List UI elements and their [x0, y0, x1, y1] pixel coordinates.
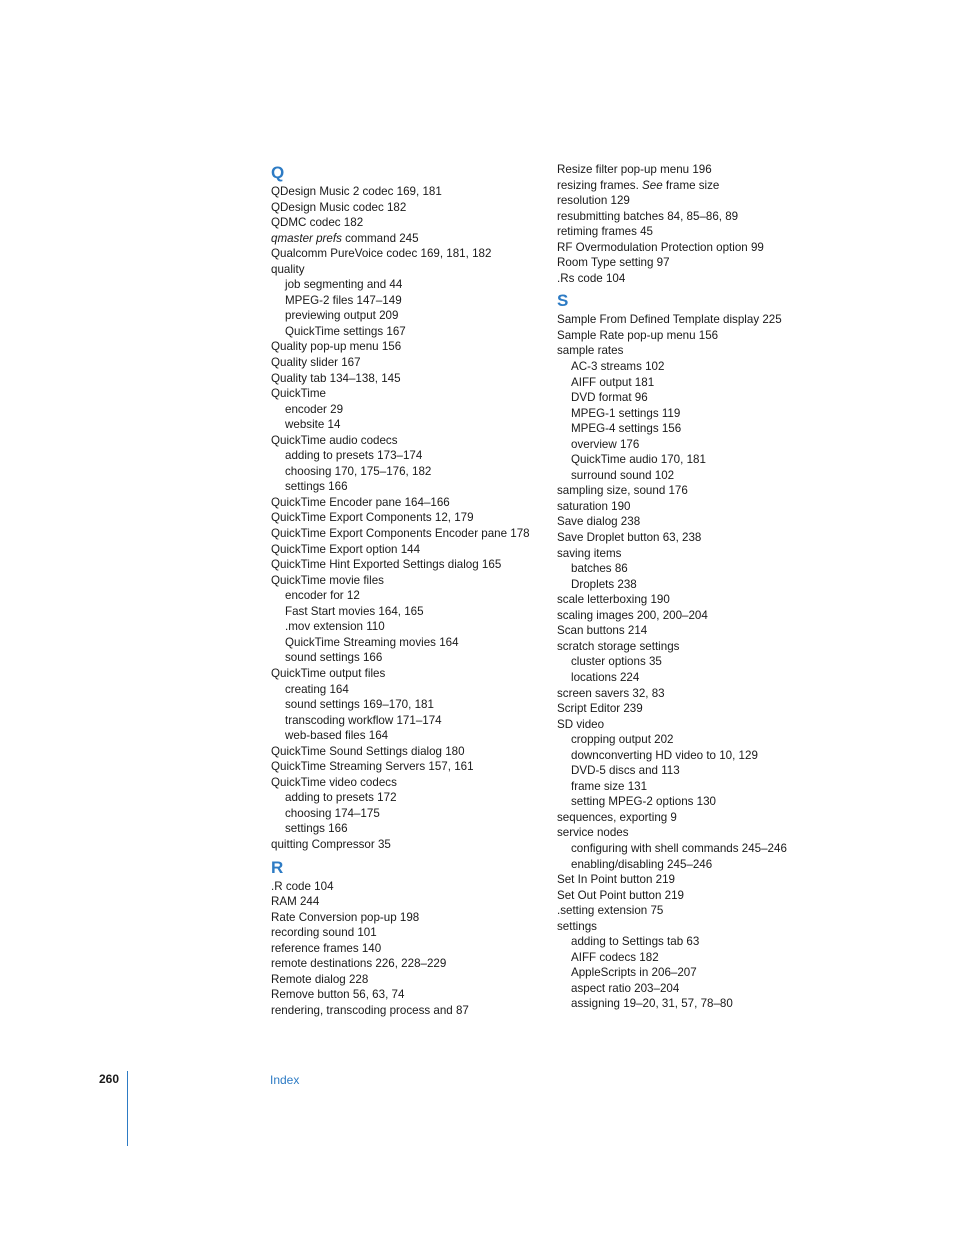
- index-subentry: AIFF output 181: [571, 375, 655, 389]
- index-subentry: cropping output 202: [571, 733, 674, 747]
- index-subentry: aspect ratio 203–204: [571, 981, 680, 995]
- footer-divider: [127, 1071, 128, 1146]
- index-entry: Sample From Defined Template display 225: [557, 313, 782, 327]
- index-entry: rendering, transcoding process and 87: [271, 1003, 469, 1017]
- index-entry-italic-text: qmaster prefs: [271, 231, 342, 245]
- index-entry: remote destinations 226, 228–229: [271, 957, 447, 971]
- index-entry: resolution 129: [557, 194, 630, 208]
- index-subentry: choosing 174–175: [285, 806, 380, 820]
- index-subentry: AC-3 streams 102: [571, 360, 665, 374]
- index-entry: QuickTime video codecs: [271, 775, 397, 789]
- index-entry: QuickTime Sound Settings dialog 180: [271, 744, 465, 758]
- index-letter-heading: R: [271, 857, 284, 877]
- index-entry: SD video: [557, 717, 605, 731]
- index-entry: Remove button 56, 63, 74: [271, 988, 405, 1002]
- index-entry: resubmitting batches 84, 85–86, 89: [557, 209, 739, 223]
- index-subentry: MPEG-1 settings 119: [571, 406, 681, 420]
- index-subentry: AIFF codecs 182: [571, 950, 659, 964]
- index-subentry: encoder 29: [285, 402, 344, 416]
- index-subentry: locations 224: [571, 670, 640, 684]
- index-subentry: choosing 170, 175–176, 182: [285, 464, 432, 478]
- index-subentry: frame size 131: [571, 779, 648, 793]
- index-entry-text: resizing frames.: [557, 178, 643, 192]
- index-subentry: .mov extension 110: [285, 620, 385, 634]
- index-entry: scratch storage settings: [557, 639, 680, 653]
- index-entry: retiming frames 45: [557, 225, 654, 239]
- index-entry: quitting Compressor 35: [271, 837, 391, 851]
- index-subentry: website 14: [285, 418, 341, 432]
- index-entry: .R code 104: [271, 879, 334, 893]
- index-subentry: QuickTime audio 170, 181: [571, 453, 706, 467]
- index-entry: settings: [557, 919, 597, 933]
- index-subentry: configuring with shell commands 245–246: [571, 841, 787, 855]
- index-entry: QuickTime Export option 144: [271, 542, 421, 556]
- index-entry: QuickTime Hint Exported Settings dialog 165: [271, 558, 502, 572]
- index-entry: Room Type setting 97: [557, 256, 670, 270]
- index-subentry: creating 164: [285, 682, 349, 696]
- index-subentry: cluster options 35: [571, 655, 662, 669]
- index-entry: [557, 178, 857, 194]
- index-entry: QuickTime Export Components Encoder pane 178: [271, 527, 530, 541]
- index-subentry: QuickTime settings 167: [285, 324, 406, 338]
- index-entry: recording sound 101: [271, 926, 377, 940]
- index-entry: quality: [271, 262, 305, 276]
- index-subentry: adding to presets 173–174: [285, 449, 423, 463]
- index-subentry: Droplets 238: [571, 577, 637, 591]
- index-entry-text: frame size: [662, 178, 720, 192]
- index-column-left: [271, 162, 561, 1018]
- index-subentry: adding to Settings tab 63: [571, 935, 700, 949]
- index-subentry: surround sound 102: [571, 468, 675, 482]
- index-entry: QDesign Music 2 codec 169, 181: [271, 185, 442, 198]
- index-subentry: setting MPEG-2 options 130: [571, 795, 717, 809]
- index-entry-italic-text: See: [642, 178, 663, 192]
- index-entry: RAM 244: [271, 895, 320, 909]
- index-entry: [271, 231, 561, 247]
- index-subentry: sound settings 166: [285, 651, 383, 665]
- index-entry: QuickTime: [271, 387, 326, 401]
- index-entry: scale letterboxing 190: [557, 593, 670, 607]
- index-subentry: overview 176: [571, 437, 640, 451]
- index-entry: scaling images 200, 200–204: [557, 608, 708, 622]
- index-entry: Save Droplet button 63, 238: [557, 531, 702, 545]
- index-letter-heading: S: [557, 291, 569, 311]
- index-entry: QuickTime Streaming Servers 157, 161: [271, 760, 474, 774]
- index-entry: sequences, exporting 9: [557, 810, 677, 824]
- index-subentry: enabling/disabling 245–246: [571, 857, 713, 871]
- index-entry: Quality tab 134–138, 145: [271, 371, 401, 385]
- index-entry: QDMC codec 182: [271, 216, 364, 230]
- index-entry: saving items: [557, 546, 622, 560]
- footer-section-label: Index: [270, 1073, 300, 1087]
- index-column-right: [557, 162, 857, 1012]
- index-subentry: transcoding workflow 171–174: [285, 713, 442, 727]
- index-entry: .setting extension 75: [557, 904, 664, 918]
- index-entry: QuickTime Export Components 12, 179: [271, 511, 474, 525]
- index-subentry: MPEG-4 settings 156: [571, 422, 682, 436]
- index-subentry: previewing output 209: [285, 309, 399, 323]
- index-entry: Set In Point button 219: [557, 873, 675, 887]
- page-number: 260: [99, 1072, 120, 1086]
- index-subentry: sound settings 169–170, 181: [285, 698, 434, 712]
- index-letter-heading: Q: [271, 163, 285, 182]
- index-subentry: DVD format 96: [571, 391, 648, 405]
- index-subentry: DVD-5 discs and 113: [571, 764, 680, 778]
- index-entry: Quality pop-up menu 156: [271, 340, 402, 354]
- index-entry: QuickTime Encoder pane 164–166: [271, 495, 450, 509]
- index-entry: Script Editor 239: [557, 702, 643, 716]
- index-entry: sampling size, sound 176: [557, 484, 688, 498]
- index-subentry: Fast Start movies 164, 165: [285, 604, 424, 618]
- index-entry-text: command 245: [341, 231, 419, 245]
- index-entry: Rate Conversion pop-up 198: [271, 910, 420, 924]
- index-entry: RF Overmodulation Protection option 99: [557, 240, 764, 254]
- index-entry: Quality slider 167: [271, 356, 361, 370]
- index-entry: QuickTime movie files: [271, 573, 384, 587]
- index-subentry: settings 166: [285, 822, 348, 836]
- index-entry: reference frames 140: [271, 941, 382, 955]
- index-subentry: job segmenting and 44: [285, 278, 403, 292]
- index-entry: screen savers 32, 83: [557, 686, 665, 700]
- index-entry: Remote dialog 228: [271, 972, 369, 986]
- index-entry: Scan buttons 214: [557, 624, 648, 638]
- index-subentry: MPEG-2 files 147–149: [285, 293, 402, 307]
- index-entry: service nodes: [557, 826, 629, 840]
- index-entry: .Rs code 104: [557, 271, 626, 285]
- index-entry: sample rates: [557, 344, 624, 358]
- index-subentry: settings 166: [285, 480, 348, 494]
- index-entry: Resize filter pop-up menu 196: [557, 163, 712, 176]
- index-entry: QuickTime output files: [271, 666, 386, 680]
- index-subentry: encoder for 12: [285, 589, 360, 603]
- index-entry: QuickTime audio codecs: [271, 433, 398, 447]
- index-entry: Set Out Point button 219: [557, 888, 684, 902]
- index-subentry: QuickTime Streaming movies 164: [285, 635, 459, 649]
- index-subentry: downconverting HD video to 10, 129: [571, 748, 758, 762]
- index-subentry: web-based files 164: [285, 729, 389, 743]
- index-entry: Qualcomm PureVoice codec 169, 181, 182: [271, 247, 492, 261]
- index-entry: Save dialog 238: [557, 515, 641, 529]
- index-entry: Sample Rate pop-up menu 156: [557, 328, 719, 342]
- index-entry: QDesign Music codec 182: [271, 200, 407, 214]
- index-entry: saturation 190: [557, 499, 631, 513]
- index-subentry: batches 86: [571, 562, 628, 576]
- index-subentry: adding to presets 172: [285, 791, 397, 805]
- index-subentry: AppleScripts in 206–207: [571, 966, 697, 980]
- index-subentry: assigning 19–20, 31, 57, 78–80: [571, 997, 733, 1011]
